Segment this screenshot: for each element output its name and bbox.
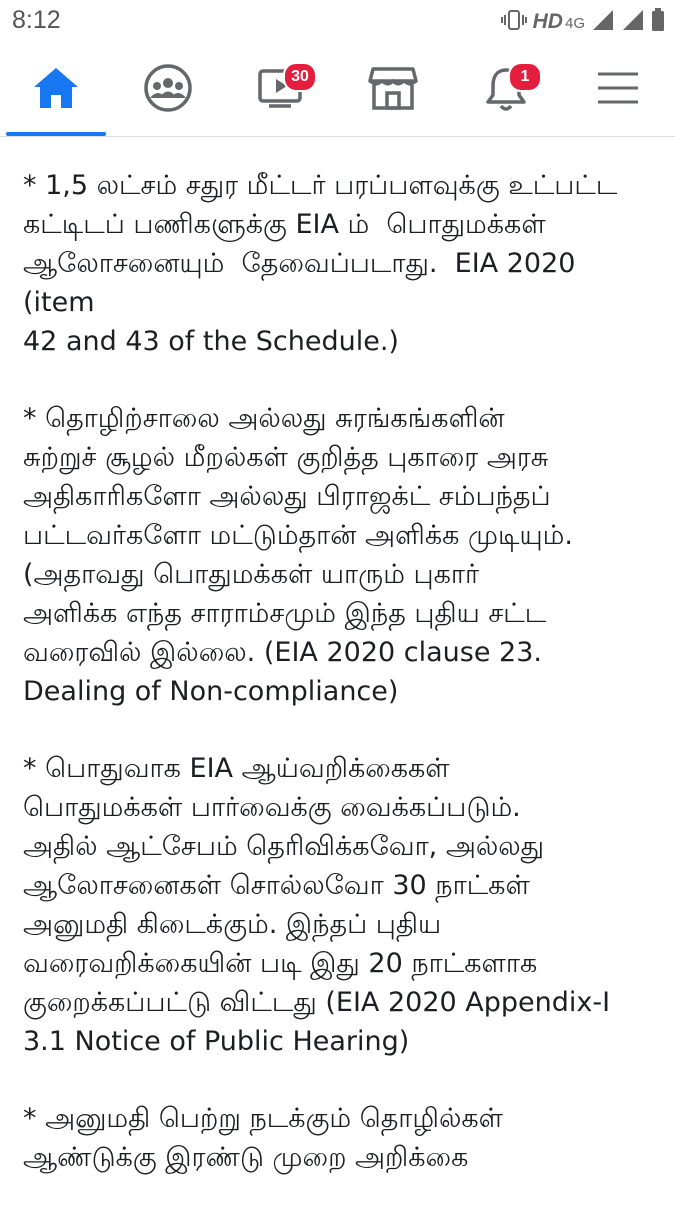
nav-notifications-tab[interactable] [450, 44, 562, 136]
home-icon [32, 66, 80, 114]
nav-watch-tab[interactable] [225, 44, 337, 136]
post-paragraph: * 1,5 லட்சம் சதுர மீட்டர் பரப்பளவுக்கு உட்பட்ட கட்டிடப் பணிகளுக்கு EIA ம் பொதுமக்கள் ஆலோசனையும் தேவைப்படாது. EIA 2020 (item 42 and 43 of the Schedule.) [23, 170, 618, 357]
signal-icon [591, 9, 615, 35]
nav-groups-tab[interactable] [112, 44, 224, 136]
post-paragraph: * தொழிற்சாலை அல்லது சுரங்கங்களின் சுற்றுச் சூழல் மீறல்கள் குறித்த புகாரை அரசு அதிகாரிகளோ அல்லது பிராஜக்ட் சம்பந்தப் பட்டவர்களோ மட்டும்தான் அளிக்க முடியும். (அதாவது பொதுமக்கள் யாரும் புகார் அளிக்க எந்த சாராம்சமும் இந்த புதிய சட்ட வரைவில் இல்லை. (EIA 2020 clause 23. Dealing of Non-compliance) [23, 403, 573, 707]
nav-marketplace-tab[interactable] [337, 44, 449, 136]
top-nav-bar [0, 44, 675, 137]
notifications-badge: 1 [508, 62, 542, 92]
post-body [23, 166, 663, 1215]
signal-icon [621, 9, 645, 35]
groups-icon [143, 63, 193, 117]
post-paragraph: * பொதுவாக EIA ஆய்வறிக்கைகள் பொதுமக்கள் பார்வைக்கு வைக்கப்படும். அதில் ஆட்சேபம் தெரிவிக்கவோ, அல்லது ஆலோசனைகள் சொல்லவோ 30 நாட்கள் அனுமதி கிடைக்கும். இந்தப் புதிய வரைவறிக்கையின் படி இது 20 நாட்களாக குறைக்கப்பட்டு விட்டது (EIA 2020 Appendix-I 3.1 Notice of Public Hearing) [23, 753, 611, 1057]
vibrate-icon [501, 9, 527, 35]
hamburger-menu-icon [597, 71, 639, 109]
nav-menu-tab[interactable] [562, 44, 674, 136]
status-bar [0, 0, 675, 44]
post-paragraph: * அனுமதி பெற்று நடக்கும் தொழில்கள் ஆண்டுக்கு இரண்டு முறை அறிக்கை [23, 1103, 504, 1173]
status-icons [501, 7, 665, 37]
watch-badge: 30 [283, 62, 317, 92]
battery-icon [651, 8, 665, 36]
network-label: HD 4G [532, 10, 585, 33]
status-time: 8:12 [12, 6, 61, 34]
nav-home-tab[interactable] [0, 44, 112, 136]
store-icon [368, 65, 418, 115]
